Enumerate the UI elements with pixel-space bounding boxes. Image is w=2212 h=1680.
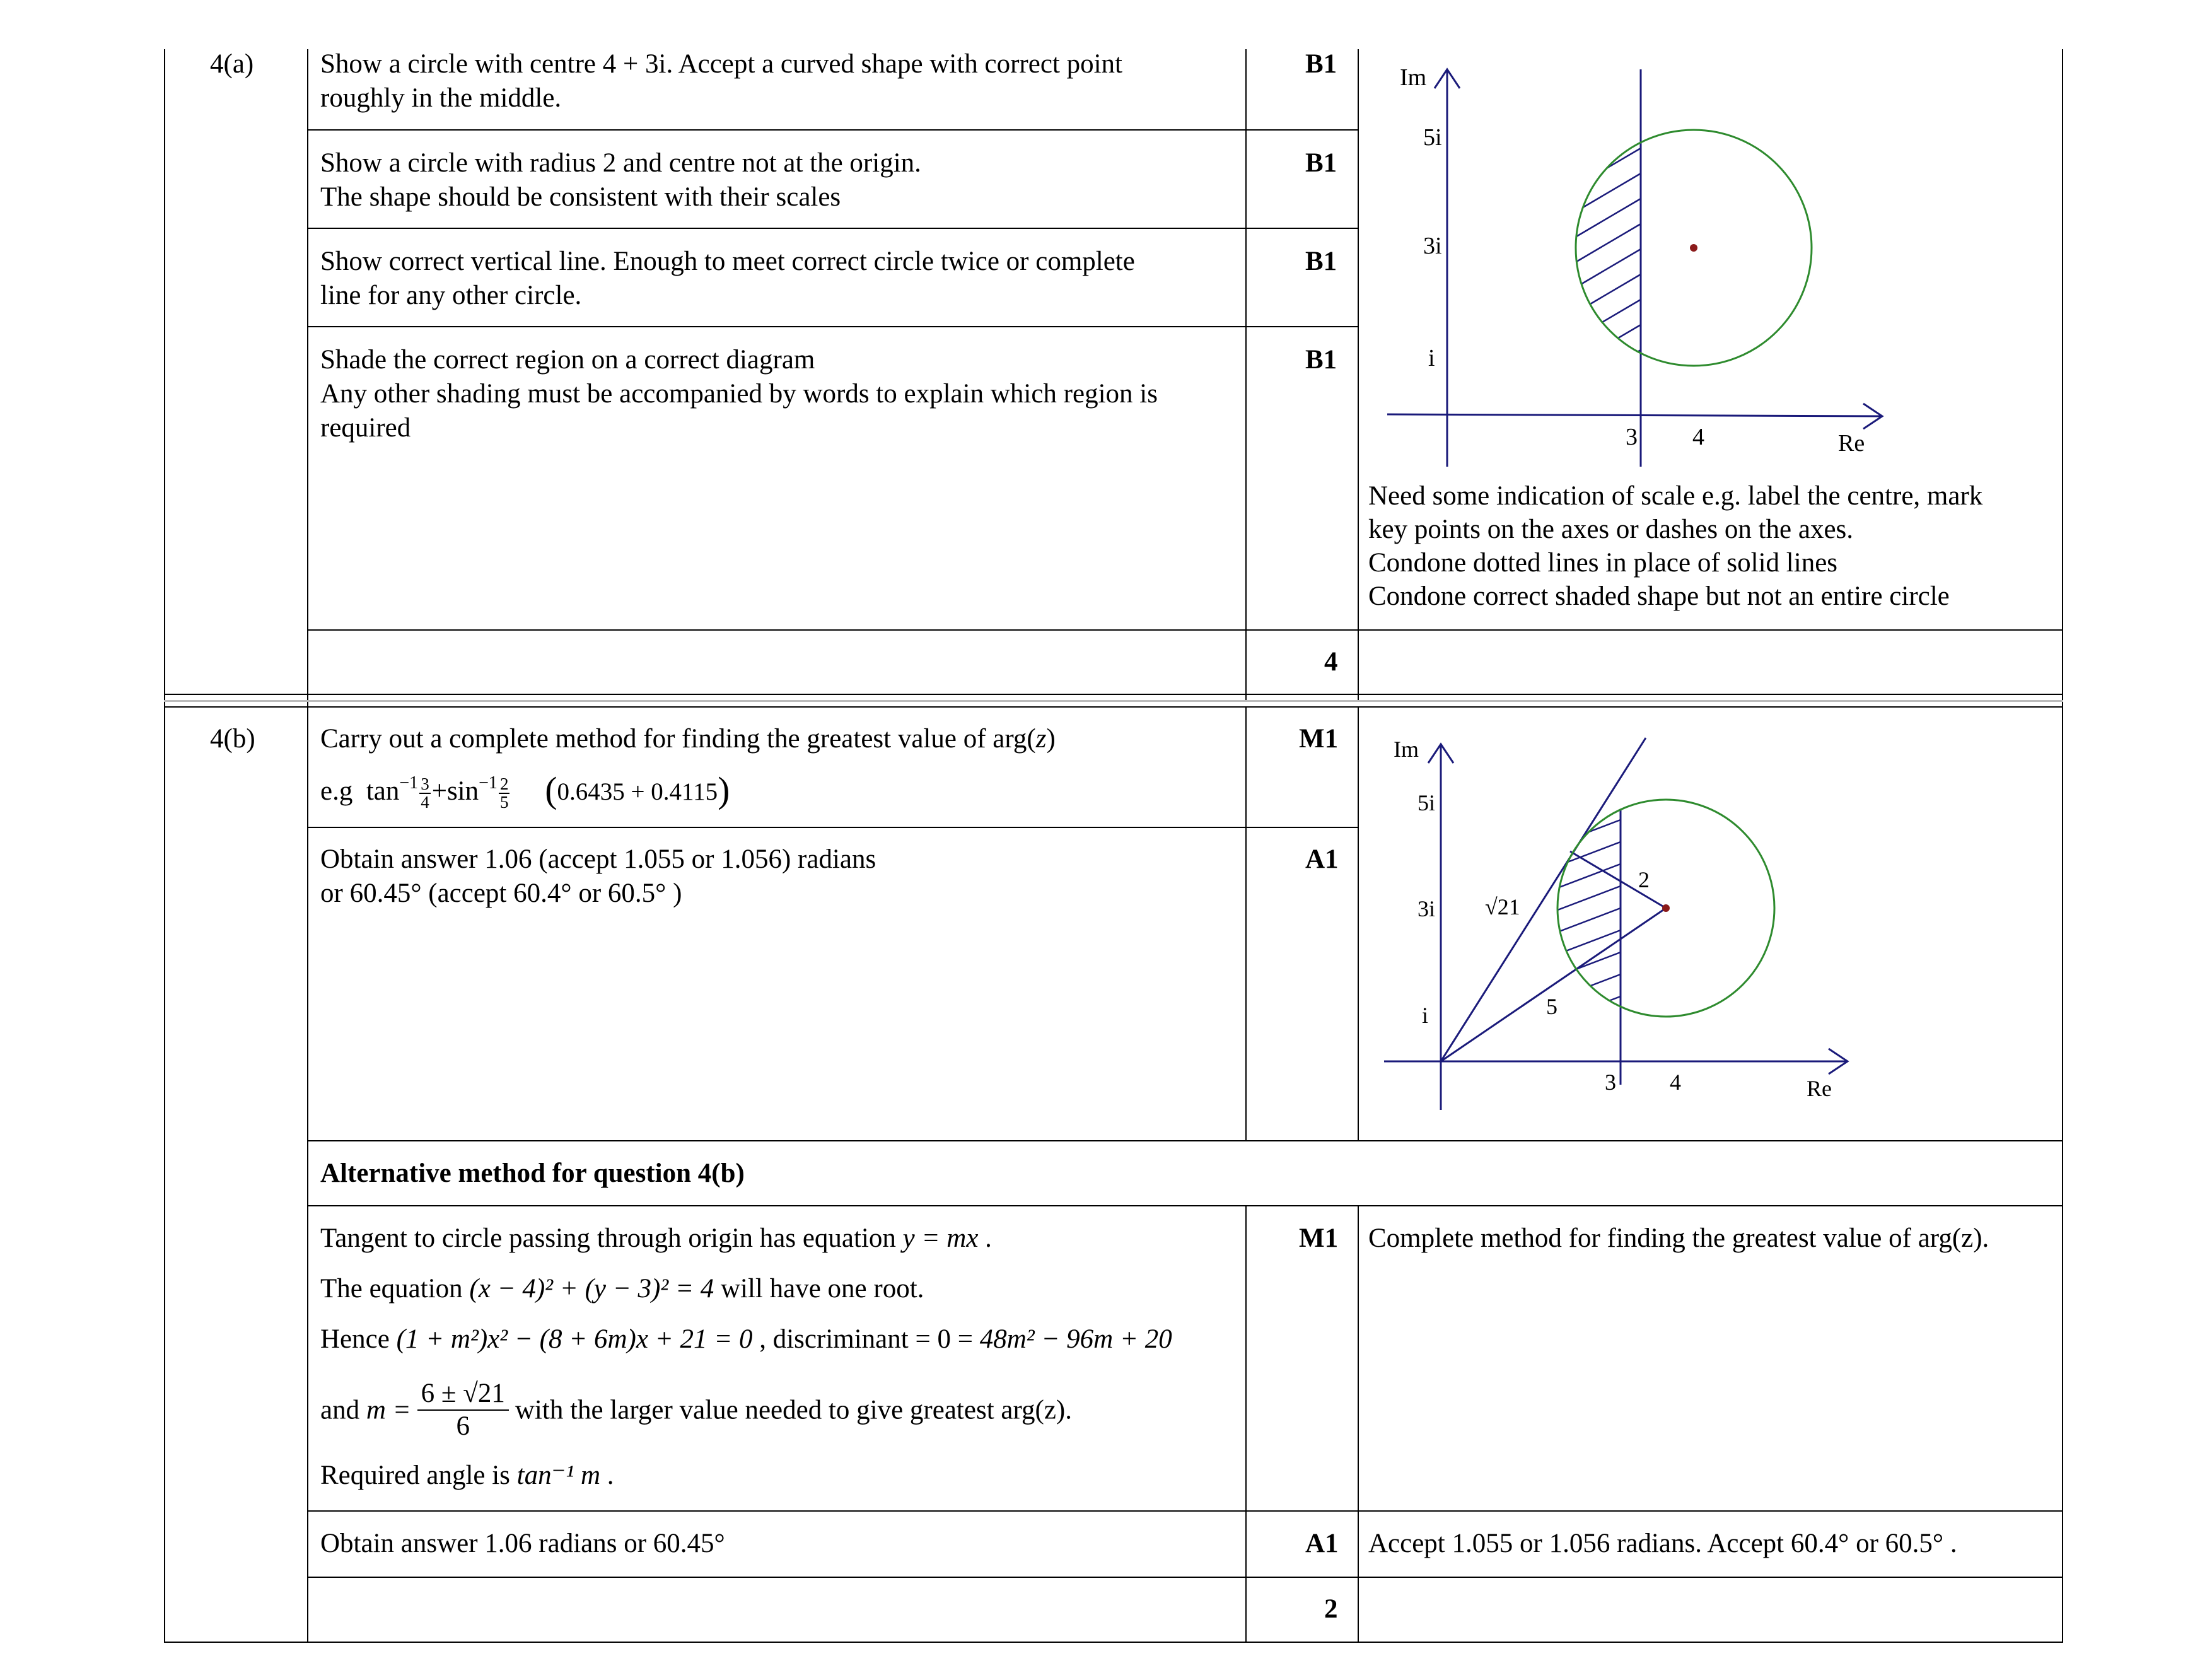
label-sqrt21: √21 bbox=[1485, 894, 1520, 919]
alt-line-2 bbox=[320, 1272, 924, 1305]
q4b-row2-line2: or 60.45° (accept 60.4° or 60.5° ) bbox=[320, 878, 682, 908]
frac2-den: 5 bbox=[499, 793, 509, 812]
tick-5i: 5i bbox=[1423, 124, 1442, 151]
question-label-4b: 4(b) bbox=[210, 724, 255, 754]
re-label-b: Re bbox=[1807, 1076, 1832, 1101]
im-label-b: Im bbox=[1394, 737, 1419, 762]
re-axis bbox=[1387, 414, 1882, 416]
alt-line-5 bbox=[320, 1459, 614, 1492]
label-radius-2: 2 bbox=[1638, 867, 1650, 892]
q4a-row1-pre: Show a circle with centre bbox=[320, 49, 603, 79]
arg-close: ) bbox=[1046, 724, 1056, 754]
q4a-row3-line2: line for any other circle. bbox=[320, 281, 582, 310]
alt-l2-expr: (x − 4)² + (y − 3)² = 4 bbox=[469, 1274, 714, 1304]
fraction-3-4 bbox=[419, 776, 431, 811]
centre-point bbox=[1690, 244, 1697, 252]
tangent-line bbox=[1441, 738, 1646, 1061]
alt-l5-post: . bbox=[600, 1461, 614, 1490]
mark-alt-2: A1 bbox=[1305, 1529, 1339, 1558]
q4b-row1-pre: Carry out a complete method for finding the greatest value of bbox=[320, 724, 993, 754]
q4a-row1-post: . Accept a curved shape with correct point bbox=[666, 49, 1122, 79]
q4a-row4-line1: Shade the correct region on a correct diagram bbox=[320, 345, 815, 375]
q4a-row2-line2: The shape should be consistent with their scales bbox=[320, 182, 841, 212]
q4a-note-3: Condone dotted lines in place of solid lines bbox=[1368, 548, 1838, 578]
q4a-row1-line2: roughly in the middle. bbox=[320, 83, 562, 113]
q4a-note-4: Condone correct shaded shape but not an entire circle bbox=[1368, 581, 1950, 611]
plus-sign: + bbox=[431, 776, 447, 806]
numeric-sum: 0.6435 + 0.4115 bbox=[557, 778, 718, 805]
tan-fn: tan bbox=[366, 776, 400, 806]
alt-l3-mid: , discriminant = 0 = bbox=[752, 1324, 980, 1354]
argand-diagram-4a bbox=[1368, 57, 1911, 473]
frac1-num: 3 bbox=[421, 774, 429, 794]
tick-4: 4 bbox=[1692, 424, 1704, 450]
alt-l5-pre: Required angle is bbox=[320, 1461, 517, 1490]
im-label: Im bbox=[1400, 64, 1427, 91]
mark-4b-2: A1 bbox=[1305, 844, 1339, 874]
tick-4-b: 4 bbox=[1670, 1070, 1681, 1095]
alt-l3-expr2: 48m² − 96m + 20 bbox=[979, 1324, 1172, 1354]
arg-open: arg( bbox=[992, 724, 1036, 754]
alt-l2-pre: The equation bbox=[320, 1274, 470, 1304]
q4a-row2-line1: Show a circle with radius 2 and centre not at the origin. bbox=[320, 148, 921, 178]
argand-diagram-4b bbox=[1368, 732, 1885, 1123]
m-fraction bbox=[417, 1378, 509, 1442]
alt-note-2: Accept 1.055 or 1.056 radians. Accept 60.4° or 60.5° . bbox=[1368, 1529, 1957, 1558]
arg-z: z bbox=[1035, 724, 1047, 754]
mark-4b-1: M1 bbox=[1299, 724, 1339, 754]
alt-note-1: Complete method for finding the greatest value of arg(z). bbox=[1368, 1223, 1989, 1253]
m-frac-den: 6 bbox=[456, 1411, 470, 1441]
alt-l3-pre: Hence bbox=[320, 1324, 397, 1354]
q4b-row1-line2: e.g $\tan^{-1}$ $\frac{3}{4}$ $+\sin^{-1}$ $\frac{2}{5}$ (0.6435 + 0.4115) bbox=[320, 769, 730, 812]
tick-i-b: i bbox=[1422, 1003, 1429, 1028]
tick-3: 3 bbox=[1626, 424, 1638, 450]
tick-5i-b: 5i bbox=[1417, 790, 1436, 815]
alt-line-4 bbox=[320, 1378, 1072, 1442]
q4a-row4-line2: Any other shading must be accompanied by words to explain which region is bbox=[320, 379, 1158, 409]
mark-4a-1: B1 bbox=[1305, 49, 1337, 79]
re-label: Re bbox=[1838, 430, 1865, 457]
inverse-sup-1: −1 bbox=[399, 773, 419, 793]
sin-fn: sin bbox=[446, 776, 479, 806]
alt-l1-post: . bbox=[978, 1223, 992, 1253]
q4a-note-2: key points on the axes or dashes on the axes. bbox=[1368, 515, 1854, 544]
frac1-den: 4 bbox=[421, 793, 429, 812]
alt-l4-pre: and bbox=[320, 1395, 366, 1425]
tick-3-b: 3 bbox=[1605, 1070, 1616, 1095]
total-4a: 4 bbox=[1324, 647, 1338, 677]
fraction-2-5 bbox=[499, 776, 510, 811]
q4a-row3-line1: Show correct vertical line. Enough to meet correct circle twice or complete bbox=[320, 247, 1135, 276]
mark-4a-2: B1 bbox=[1305, 148, 1337, 178]
alt-method-heading: Alternative method for question 4(b) bbox=[320, 1158, 745, 1188]
mark-4a-3: B1 bbox=[1305, 247, 1337, 276]
mark-4a-4: B1 bbox=[1305, 345, 1337, 375]
alt-l5-expr: tan⁻¹ m bbox=[516, 1461, 601, 1490]
mark-alt-1: M1 bbox=[1299, 1223, 1339, 1253]
eg-label: e.g bbox=[320, 776, 353, 806]
alt-line-1 bbox=[320, 1222, 992, 1255]
alt-l4-m: m = bbox=[366, 1395, 411, 1425]
centre-point-b bbox=[1662, 904, 1670, 912]
alt-l4-post: with the larger value needed to give greatest arg(z). bbox=[515, 1395, 1072, 1425]
inverse-sup-2: −1 bbox=[479, 773, 498, 793]
alt-row2-text: Obtain answer 1.06 radians or 60.45° bbox=[320, 1529, 725, 1558]
shaded-region-b bbox=[1554, 820, 1621, 1022]
alt-l2-post: will have one root. bbox=[714, 1274, 924, 1304]
tick-3i-b: 3i bbox=[1417, 896, 1436, 921]
frac2-num: 2 bbox=[499, 774, 509, 794]
origin-to-centre bbox=[1441, 908, 1666, 1061]
total-4b: 2 bbox=[1324, 1594, 1338, 1624]
q4a-row4-line3: required bbox=[320, 413, 411, 443]
tick-3i: 3i bbox=[1423, 233, 1442, 259]
q4a-note-1: Need some indication of scale e.g. label the centre, mark bbox=[1368, 481, 1983, 511]
q4b-row1-line1 bbox=[320, 722, 1056, 755]
alt-l1-expr: y = mx bbox=[902, 1223, 979, 1253]
shaded-region bbox=[1576, 148, 1641, 388]
q4a-centre-expr: 4 + 3i bbox=[602, 49, 667, 79]
alt-line-3 bbox=[320, 1322, 1172, 1356]
m-frac-num: 6 ± √21 bbox=[417, 1378, 509, 1411]
q4a-row1-line1 bbox=[320, 47, 1122, 81]
question-label-4a: 4(a) bbox=[210, 49, 254, 79]
alt-l3-expr: (1 + m²)x² − (8 + 6m)x + 21 = 0 bbox=[396, 1324, 753, 1354]
alt-l1-pre: Tangent to circle passing through origin has equation bbox=[320, 1223, 903, 1253]
q4b-row2-line1: Obtain answer 1.06 (accept 1.055 or 1.056) radians bbox=[320, 844, 876, 874]
label-distance-5: 5 bbox=[1546, 994, 1557, 1019]
tick-i: i bbox=[1428, 345, 1435, 371]
